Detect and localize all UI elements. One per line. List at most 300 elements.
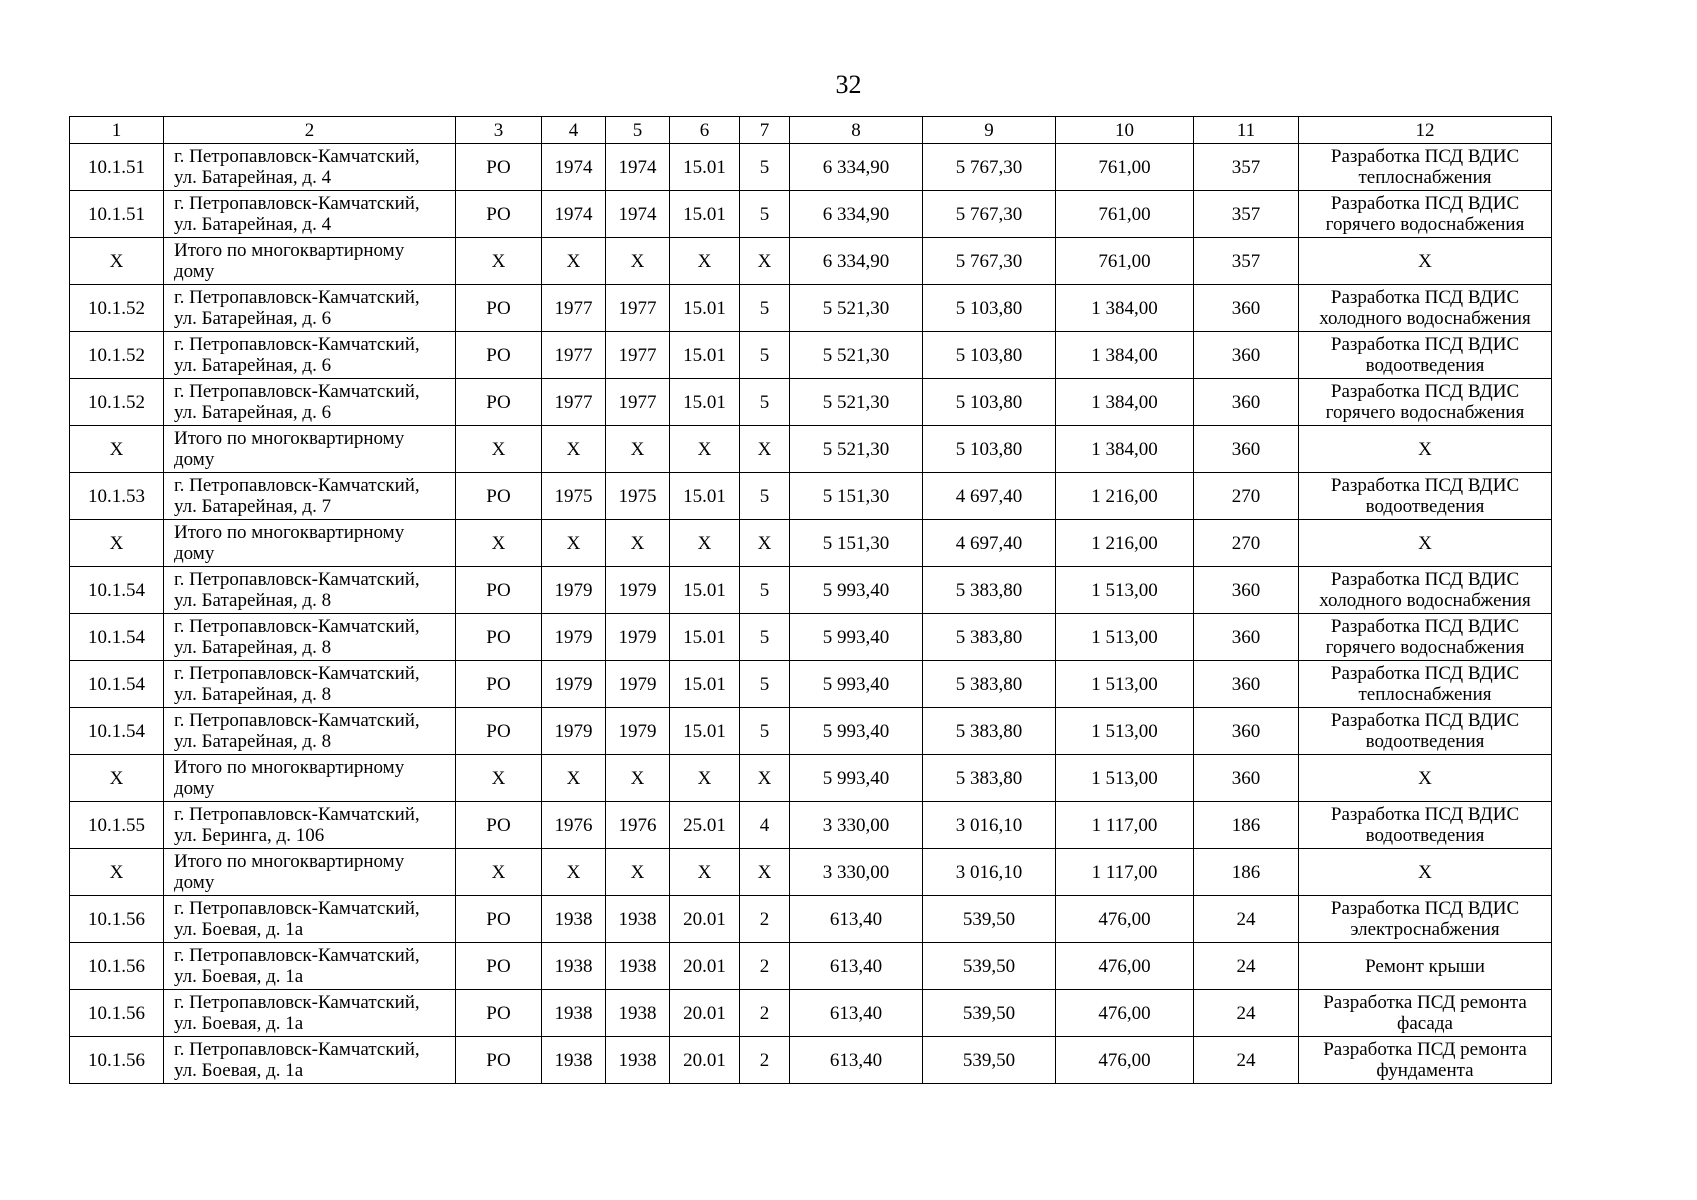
cell-common-area: 761,00 bbox=[1056, 191, 1194, 238]
cell-common-area: 1 513,00 bbox=[1056, 567, 1194, 614]
cell-year-built: Х bbox=[542, 238, 606, 285]
cell-owner-type: РО bbox=[456, 661, 542, 708]
work-line: Х bbox=[1418, 767, 1432, 789]
cell-common-area: 476,00 bbox=[1056, 1037, 1194, 1084]
table-row bbox=[70, 144, 1552, 191]
work-line: Х bbox=[1418, 861, 1432, 883]
cell-address bbox=[164, 567, 456, 614]
cell-common-area: 1 513,00 bbox=[1056, 661, 1194, 708]
cell-wear: 15.01 bbox=[670, 379, 740, 426]
table-row bbox=[70, 708, 1552, 755]
cell-number: 10.1.51 bbox=[70, 191, 164, 238]
cell-year-built: Х bbox=[542, 755, 606, 802]
address-line: Итого по многоквартирному bbox=[174, 240, 405, 261]
column-header: 10 bbox=[1056, 117, 1194, 144]
cell-number: 10.1.56 bbox=[70, 1037, 164, 1084]
address-line: г. Петропавловск-Камчатский, bbox=[174, 1039, 420, 1060]
cell-owner-type: РО bbox=[456, 473, 542, 520]
cell-number: 10.1.54 bbox=[70, 661, 164, 708]
cell-address bbox=[164, 990, 456, 1037]
cell-work-type bbox=[1299, 1037, 1552, 1084]
work-line: Ремонт крыши bbox=[1365, 955, 1485, 977]
cell-wear: Х bbox=[670, 755, 740, 802]
cell-living-area: 5 767,30 bbox=[923, 191, 1056, 238]
cell-common-area: 1 216,00 bbox=[1056, 473, 1194, 520]
cell-address bbox=[164, 708, 456, 755]
address-line: дому bbox=[174, 543, 215, 564]
cell-owner-type: РО bbox=[456, 285, 542, 332]
cell-work-type bbox=[1299, 144, 1552, 191]
cell-year-commissioned: 1977 bbox=[606, 332, 670, 379]
cell-residents: 360 bbox=[1194, 755, 1299, 802]
address-line: г. Петропавловск-Камчатский, bbox=[174, 898, 420, 919]
column-header: 11 bbox=[1194, 117, 1299, 144]
cell-residents: 357 bbox=[1194, 144, 1299, 191]
cell-owner-type: РО bbox=[456, 802, 542, 849]
address-line: Итого по многоквартирному bbox=[174, 522, 405, 543]
cell-common-area: 1 117,00 bbox=[1056, 802, 1194, 849]
cell-total-area: 613,40 bbox=[790, 990, 923, 1037]
cell-wear: Х bbox=[670, 426, 740, 473]
cell-common-area: 761,00 bbox=[1056, 144, 1194, 191]
cell-year-commissioned: 1977 bbox=[606, 379, 670, 426]
address-line: ул. Батарейная, д. 7 bbox=[174, 496, 332, 517]
cell-work-type bbox=[1299, 614, 1552, 661]
page-number: 32 bbox=[835, 70, 862, 99]
work-line: теплоснабжения bbox=[1358, 167, 1492, 188]
cell-number: Х bbox=[70, 849, 164, 896]
cell-owner-type: РО bbox=[456, 191, 542, 238]
cell-wear: 15.01 bbox=[670, 144, 740, 191]
cell-residents: 360 bbox=[1194, 426, 1299, 473]
cell-owner-type: РО bbox=[456, 332, 542, 379]
work-line: Разработка ПСД ВДИС bbox=[1330, 334, 1520, 355]
cell-wear: Х bbox=[670, 520, 740, 567]
address-line: ул. Боевая, д. 1а bbox=[174, 919, 304, 940]
cell-wear: 20.01 bbox=[670, 1037, 740, 1084]
cell-work-type bbox=[1299, 943, 1552, 990]
cell-living-area: 5 383,80 bbox=[923, 567, 1056, 614]
cell-address bbox=[164, 473, 456, 520]
table-row bbox=[70, 849, 1552, 896]
cell-wear: 15.01 bbox=[670, 332, 740, 379]
cell-residents: 360 bbox=[1194, 661, 1299, 708]
address-line: ул. Беринга, д. 106 bbox=[174, 825, 325, 846]
cell-year-built: 1979 bbox=[542, 708, 606, 755]
cell-year-built: 1979 bbox=[542, 567, 606, 614]
address-line: дому bbox=[174, 261, 215, 282]
cell-total-area: 6 334,90 bbox=[790, 191, 923, 238]
work-line: Разработка ПСД ВДИС bbox=[1330, 146, 1520, 167]
cell-address bbox=[164, 332, 456, 379]
column-header: 7 bbox=[740, 117, 790, 144]
cell-year-commissioned: 1977 bbox=[606, 285, 670, 332]
work-line: водоотведения bbox=[1365, 355, 1485, 376]
cell-total-area: 5 151,30 bbox=[790, 473, 923, 520]
cell-owner-type: РО bbox=[456, 379, 542, 426]
cell-residents: 186 bbox=[1194, 802, 1299, 849]
cell-year-commissioned: 1979 bbox=[606, 661, 670, 708]
cell-residents: 360 bbox=[1194, 379, 1299, 426]
cell-living-area: 4 697,40 bbox=[923, 520, 1056, 567]
address-line: ул. Батарейная, д. 8 bbox=[174, 590, 332, 611]
table-row bbox=[70, 802, 1552, 849]
cell-common-area: 1 117,00 bbox=[1056, 849, 1194, 896]
cell-living-area: 5 383,80 bbox=[923, 614, 1056, 661]
cell-residents: 24 bbox=[1194, 896, 1299, 943]
cell-total-area: 3 330,00 bbox=[790, 802, 923, 849]
address-line: г. Петропавловск-Камчатский, bbox=[174, 945, 420, 966]
cell-work-type bbox=[1299, 379, 1552, 426]
column-header: 6 bbox=[670, 117, 740, 144]
cell-year-commissioned: Х bbox=[606, 849, 670, 896]
column-header: 5 bbox=[606, 117, 670, 144]
cell-number: 10.1.55 bbox=[70, 802, 164, 849]
work-line: фасада bbox=[1397, 1013, 1453, 1034]
cell-floors: 5 bbox=[740, 379, 790, 426]
cell-residents: 357 bbox=[1194, 191, 1299, 238]
cell-address bbox=[164, 849, 456, 896]
cell-address bbox=[164, 238, 456, 285]
cell-total-area: 613,40 bbox=[790, 943, 923, 990]
cell-work-type bbox=[1299, 849, 1552, 896]
cell-living-area: 3 016,10 bbox=[923, 802, 1056, 849]
cell-work-type bbox=[1299, 708, 1552, 755]
cell-total-area: 5 151,30 bbox=[790, 520, 923, 567]
work-line: теплоснабжения bbox=[1358, 684, 1492, 705]
cell-residents: 360 bbox=[1194, 567, 1299, 614]
cell-year-built: 1977 bbox=[542, 379, 606, 426]
cell-floors: 5 bbox=[740, 661, 790, 708]
cell-floors: 5 bbox=[740, 567, 790, 614]
cell-address bbox=[164, 285, 456, 332]
cell-year-built: Х bbox=[542, 426, 606, 473]
cell-work-type bbox=[1299, 191, 1552, 238]
cell-owner-type: РО bbox=[456, 144, 542, 191]
cell-address bbox=[164, 1037, 456, 1084]
work-line: горячего водоснабжения bbox=[1325, 637, 1525, 658]
cell-living-area: 539,50 bbox=[923, 943, 1056, 990]
cell-floors: 5 bbox=[740, 285, 790, 332]
cell-residents: 24 bbox=[1194, 943, 1299, 990]
work-line: Разработка ПСД ВДИС bbox=[1330, 381, 1520, 402]
address-line: г. Петропавловск-Камчатский, bbox=[174, 663, 420, 684]
cell-owner-type: Х bbox=[456, 520, 542, 567]
cell-year-built: 1938 bbox=[542, 943, 606, 990]
address-line: г. Петропавловск-Камчатский, bbox=[174, 992, 420, 1013]
cell-work-type bbox=[1299, 755, 1552, 802]
column-header: 9 bbox=[923, 117, 1056, 144]
cell-number: Х bbox=[70, 520, 164, 567]
cell-residents: 186 bbox=[1194, 849, 1299, 896]
cell-year-commissioned: 1979 bbox=[606, 708, 670, 755]
cell-living-area: 5 383,80 bbox=[923, 755, 1056, 802]
cell-year-commissioned: Х bbox=[606, 520, 670, 567]
cell-living-area: 5 103,80 bbox=[923, 285, 1056, 332]
work-line: Разработка ПСД ВДИС bbox=[1330, 287, 1520, 308]
address-line: г. Петропавловск-Камчатский, bbox=[174, 146, 420, 167]
cell-living-area: 3 016,10 bbox=[923, 849, 1056, 896]
cell-address bbox=[164, 943, 456, 990]
cell-year-commissioned: Х bbox=[606, 755, 670, 802]
cell-year-commissioned: 1938 bbox=[606, 943, 670, 990]
cell-living-area: 5 103,80 bbox=[923, 426, 1056, 473]
cell-address bbox=[164, 426, 456, 473]
cell-living-area: 4 697,40 bbox=[923, 473, 1056, 520]
cell-work-type bbox=[1299, 567, 1552, 614]
cell-residents: 360 bbox=[1194, 285, 1299, 332]
table-row bbox=[70, 520, 1552, 567]
cell-total-area: 5 521,30 bbox=[790, 379, 923, 426]
cell-total-area: 5 993,40 bbox=[790, 614, 923, 661]
address-line: г. Петропавловск-Камчатский, bbox=[174, 710, 420, 731]
cell-living-area: 539,50 bbox=[923, 990, 1056, 1037]
cell-floors: 5 bbox=[740, 614, 790, 661]
cell-wear: 15.01 bbox=[670, 473, 740, 520]
address-line: ул. Батарейная, д. 8 bbox=[174, 684, 332, 705]
cell-living-area: 5 103,80 bbox=[923, 379, 1056, 426]
cell-address bbox=[164, 191, 456, 238]
table-row bbox=[70, 755, 1552, 802]
cell-common-area: 1 384,00 bbox=[1056, 332, 1194, 379]
cell-common-area: 476,00 bbox=[1056, 896, 1194, 943]
cell-number: 10.1.52 bbox=[70, 285, 164, 332]
cell-residents: 270 bbox=[1194, 520, 1299, 567]
cell-number: Х bbox=[70, 238, 164, 285]
work-line: холодного водоснабжения bbox=[1319, 308, 1531, 329]
cell-year-built: 1938 bbox=[542, 1037, 606, 1084]
cell-address bbox=[164, 144, 456, 191]
cell-floors: 4 bbox=[740, 802, 790, 849]
cell-living-area: 5 383,80 bbox=[923, 661, 1056, 708]
cell-living-area: 539,50 bbox=[923, 1037, 1056, 1084]
cell-wear: Х bbox=[670, 238, 740, 285]
cell-residents: 357 bbox=[1194, 238, 1299, 285]
cell-wear: 20.01 bbox=[670, 943, 740, 990]
column-header: 3 bbox=[456, 117, 542, 144]
address-line: дому bbox=[174, 872, 215, 893]
column-header: 12 bbox=[1299, 117, 1552, 144]
cell-year-built: 1979 bbox=[542, 614, 606, 661]
address-line: ул. Боевая, д. 1а bbox=[174, 966, 304, 987]
cell-year-commissioned: 1976 bbox=[606, 802, 670, 849]
cell-floors: 2 bbox=[740, 1037, 790, 1084]
cell-wear: 15.01 bbox=[670, 708, 740, 755]
address-line: Итого по многоквартирному bbox=[174, 428, 405, 449]
work-line: электроснабжения bbox=[1350, 919, 1500, 940]
table-row bbox=[70, 614, 1552, 661]
cell-common-area: 476,00 bbox=[1056, 990, 1194, 1037]
cell-total-area: 6 334,90 bbox=[790, 144, 923, 191]
work-line: горячего водоснабжения bbox=[1325, 402, 1525, 423]
cell-number: 10.1.54 bbox=[70, 567, 164, 614]
cell-address bbox=[164, 661, 456, 708]
work-line: водоотведения bbox=[1365, 825, 1485, 846]
work-line: холодного водоснабжения bbox=[1319, 590, 1531, 611]
cell-work-type bbox=[1299, 520, 1552, 567]
cell-common-area: 1 216,00 bbox=[1056, 520, 1194, 567]
cell-total-area: 3 330,00 bbox=[790, 849, 923, 896]
cell-year-built: 1977 bbox=[542, 285, 606, 332]
cell-owner-type: РО bbox=[456, 708, 542, 755]
cell-common-area: 1 513,00 bbox=[1056, 614, 1194, 661]
cell-number: 10.1.56 bbox=[70, 990, 164, 1037]
work-line: фундамента bbox=[1376, 1060, 1474, 1081]
work-line: Разработка ПСД ВДИС bbox=[1330, 616, 1520, 637]
cell-living-area: 539,50 bbox=[923, 896, 1056, 943]
cell-total-area: 5 993,40 bbox=[790, 708, 923, 755]
cell-floors: Х bbox=[740, 520, 790, 567]
cell-residents: 360 bbox=[1194, 332, 1299, 379]
cell-year-commissioned: 1975 bbox=[606, 473, 670, 520]
work-line: Разработка ПСД ВДИС bbox=[1330, 898, 1520, 919]
address-line: ул. Батарейная, д. 4 bbox=[174, 167, 332, 188]
cell-number: 10.1.54 bbox=[70, 614, 164, 661]
cell-total-area: 613,40 bbox=[790, 1037, 923, 1084]
cell-work-type bbox=[1299, 332, 1552, 379]
cell-work-type bbox=[1299, 238, 1552, 285]
cell-living-area: 5 767,30 bbox=[923, 238, 1056, 285]
cell-number: Х bbox=[70, 755, 164, 802]
cell-total-area: 5 521,30 bbox=[790, 332, 923, 379]
cell-work-type bbox=[1299, 285, 1552, 332]
cell-number: 10.1.52 bbox=[70, 379, 164, 426]
column-header: 2 bbox=[164, 117, 456, 144]
cell-wear: 15.01 bbox=[670, 191, 740, 238]
cell-common-area: 1 384,00 bbox=[1056, 379, 1194, 426]
cell-work-type bbox=[1299, 802, 1552, 849]
table-row bbox=[70, 896, 1552, 943]
cell-owner-type: Х bbox=[456, 426, 542, 473]
table-body bbox=[70, 117, 1552, 1084]
address-line: ул. Боевая, д. 1а bbox=[174, 1060, 304, 1081]
cell-wear: 15.01 bbox=[670, 567, 740, 614]
table-row bbox=[70, 473, 1552, 520]
cell-living-area: 5 767,30 bbox=[923, 144, 1056, 191]
cell-floors: 2 bbox=[740, 990, 790, 1037]
work-line: Разработка ПСД ВДИС bbox=[1330, 663, 1520, 684]
address-line: ул. Батарейная, д. 6 bbox=[174, 355, 332, 376]
cell-owner-type: РО bbox=[456, 990, 542, 1037]
cell-residents: 270 bbox=[1194, 473, 1299, 520]
cell-common-area: 476,00 bbox=[1056, 943, 1194, 990]
address-line: ул. Боевая, д. 1а bbox=[174, 1013, 304, 1034]
cell-work-type bbox=[1299, 896, 1552, 943]
cell-owner-type: РО bbox=[456, 896, 542, 943]
address-line: г. Петропавловск-Камчатский, bbox=[174, 804, 420, 825]
cell-common-area: 1 384,00 bbox=[1056, 285, 1194, 332]
cell-year-commissioned: 1938 bbox=[606, 896, 670, 943]
work-line: Разработка ПСД ремонта bbox=[1323, 1039, 1527, 1060]
cell-year-commissioned: 1974 bbox=[606, 144, 670, 191]
address-line: г. Петропавловск-Камчатский, bbox=[174, 616, 420, 637]
work-line: Разработка ПСД ВДИС bbox=[1330, 569, 1520, 590]
cell-living-area: 5 383,80 bbox=[923, 708, 1056, 755]
table-row bbox=[70, 661, 1552, 708]
cell-year-built: 1977 bbox=[542, 332, 606, 379]
cell-total-area: 5 993,40 bbox=[790, 755, 923, 802]
buildings-table bbox=[69, 116, 1552, 1084]
cell-address bbox=[164, 802, 456, 849]
cell-owner-type: Х bbox=[456, 755, 542, 802]
cell-total-area: 613,40 bbox=[790, 896, 923, 943]
work-line: водоотведения bbox=[1365, 731, 1485, 752]
cell-owner-type: РО bbox=[456, 614, 542, 661]
cell-total-area: 5 521,30 bbox=[790, 426, 923, 473]
work-line: Разработка ПСД ремонта bbox=[1323, 992, 1527, 1013]
cell-address bbox=[164, 755, 456, 802]
address-line: г. Петропавловск-Камчатский, bbox=[174, 381, 420, 402]
address-line: ул. Батарейная, д. 6 bbox=[174, 308, 332, 329]
cell-year-commissioned: 1979 bbox=[606, 567, 670, 614]
cell-work-type bbox=[1299, 473, 1552, 520]
table-row bbox=[70, 285, 1552, 332]
cell-floors: Х bbox=[740, 849, 790, 896]
address-line: ул. Батарейная, д. 8 bbox=[174, 637, 332, 658]
cell-year-built: 1938 bbox=[542, 896, 606, 943]
cell-floors: 5 bbox=[740, 144, 790, 191]
cell-number: 10.1.52 bbox=[70, 332, 164, 379]
work-line: Разработка ПСД ВДИС bbox=[1330, 710, 1520, 731]
table-row bbox=[70, 990, 1552, 1037]
cell-wear: 25.01 bbox=[670, 802, 740, 849]
cell-total-area: 5 521,30 bbox=[790, 285, 923, 332]
cell-address bbox=[164, 896, 456, 943]
cell-floors: 5 bbox=[740, 473, 790, 520]
address-line: г. Петропавловск-Камчатский, bbox=[174, 193, 420, 214]
cell-year-built: 1974 bbox=[542, 144, 606, 191]
work-line: Разработка ПСД ВДИС bbox=[1330, 475, 1520, 496]
cell-residents: 360 bbox=[1194, 708, 1299, 755]
column-header: 4 bbox=[542, 117, 606, 144]
address-line: г. Петропавловск-Камчатский, bbox=[174, 334, 420, 355]
cell-year-commissioned: Х bbox=[606, 238, 670, 285]
cell-total-area: 5 993,40 bbox=[790, 567, 923, 614]
cell-living-area: 5 103,80 bbox=[923, 332, 1056, 379]
cell-work-type bbox=[1299, 661, 1552, 708]
work-line: Разработка ПСД ВДИС bbox=[1330, 804, 1520, 825]
cell-owner-type: РО bbox=[456, 567, 542, 614]
address-line: Итого по многоквартирному bbox=[174, 851, 405, 872]
cell-number: 10.1.53 bbox=[70, 473, 164, 520]
cell-number: Х bbox=[70, 426, 164, 473]
column-header: 1 bbox=[70, 117, 164, 144]
cell-year-commissioned: Х bbox=[606, 426, 670, 473]
cell-floors: Х bbox=[740, 426, 790, 473]
table-row bbox=[70, 426, 1552, 473]
cell-wear: 15.01 bbox=[670, 661, 740, 708]
table-row bbox=[70, 332, 1552, 379]
work-line: Х bbox=[1418, 250, 1432, 272]
cell-year-built: 1979 bbox=[542, 661, 606, 708]
cell-floors: 5 bbox=[740, 332, 790, 379]
address-line: дому bbox=[174, 449, 215, 470]
cell-year-commissioned: 1974 bbox=[606, 191, 670, 238]
column-header: 8 bbox=[790, 117, 923, 144]
cell-floors: 5 bbox=[740, 708, 790, 755]
cell-wear: 20.01 bbox=[670, 896, 740, 943]
cell-total-area: 5 993,40 bbox=[790, 661, 923, 708]
cell-wear: 15.01 bbox=[670, 285, 740, 332]
cell-floors: Х bbox=[740, 755, 790, 802]
cell-owner-type: Х bbox=[456, 238, 542, 285]
cell-address bbox=[164, 614, 456, 661]
address-line: ул. Батарейная, д. 8 bbox=[174, 731, 332, 752]
cell-number: 10.1.56 bbox=[70, 943, 164, 990]
cell-residents: 24 bbox=[1194, 1037, 1299, 1084]
cell-wear: Х bbox=[670, 849, 740, 896]
cell-owner-type: Х bbox=[456, 849, 542, 896]
